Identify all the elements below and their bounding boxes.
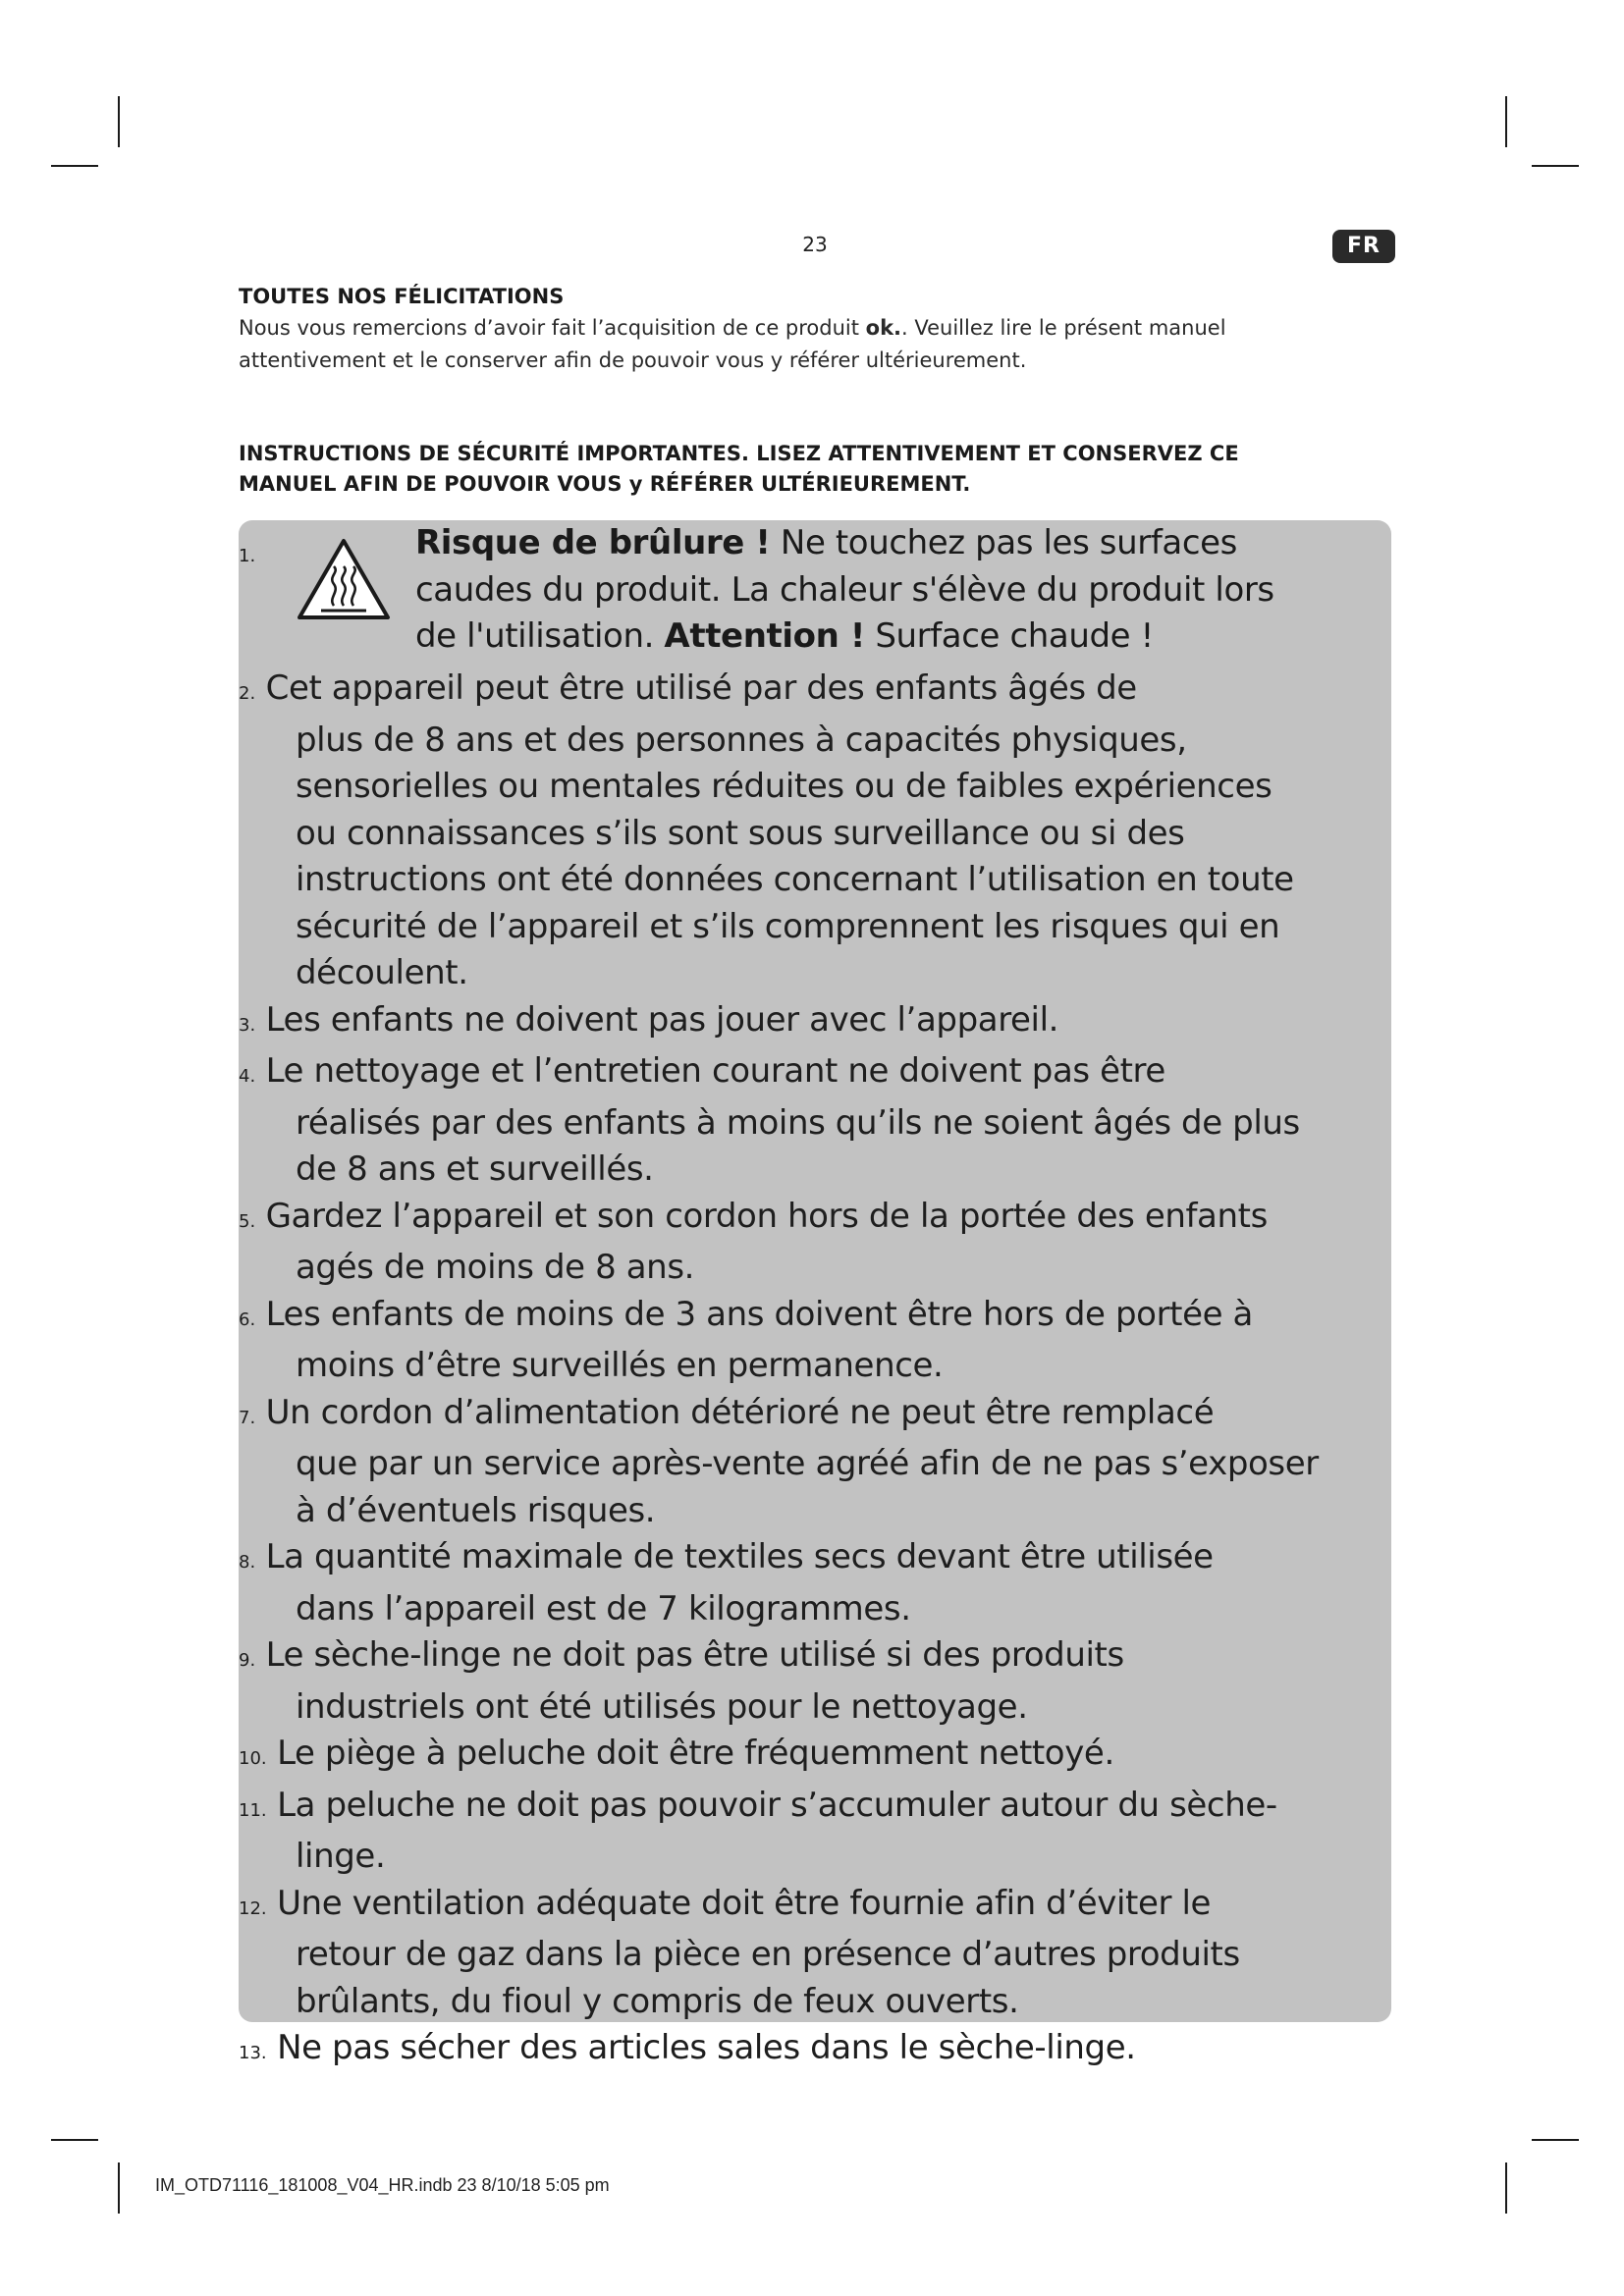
crop-mark	[118, 2163, 120, 2214]
safety-item: 13. Ne pas sécher des articles sales dans le sèche-linge.	[239, 2028, 1136, 2067]
safety-item: 2. Cet appareil peut être utilisé par des enfants âgés de plus de 8 ans et des personnes à capacités physiques, sensorielles ou mentales réduites ou de faibles expériences ou connaissances s’ils sont sous surveillance ou si des instructions ont été données concernant l’utilisation en toute sécurité de l’appareil et s’ils comprennent les risques qui en découlent.	[239, 668, 1294, 992]
crop-mark	[51, 2139, 98, 2141]
safety-item: 7. Un cordon d’alimentation détérioré ne peut être remplacé que par un service après-vente agréé afin de ne pas s’exposer à d’éventuels risques.	[239, 1392, 1319, 1530]
page-number: 23	[802, 233, 828, 256]
crop-mark	[1505, 2163, 1507, 2214]
item-number: 2.	[239, 683, 256, 704]
item-number: 3.	[239, 1014, 256, 1036]
item-number: 4.	[239, 1066, 256, 1087]
safety-item: 6. Les enfants de moins de 3 ans doivent être hors de portée à moins d’être surveillés en permanence.	[239, 1294, 1253, 1385]
item-number: 10.	[239, 1748, 267, 1769]
language-badge: FR	[1332, 230, 1395, 263]
safety-item: 9. Le sèche-linge ne doit pas être utilisé si des produits industriels ont été utilisés pour le nettoyage.	[239, 1635, 1124, 1727]
item-number: 12.	[239, 1897, 267, 1919]
safety-item: 3. Les enfants ne doivent pas jouer avec l’appareil.	[239, 999, 1059, 1040]
safety-item: 12. Une ventilation adéquate doit être fournie afin d’éviter le retour de gaz dans la pièce en présence d’autres produits brûlants, du fioul y compris de feux ouverts.	[239, 1883, 1240, 2021]
crop-mark	[118, 96, 120, 147]
item-number: 11.	[239, 1799, 267, 1821]
intro-title: TOUTES NOS FÉLICITATIONS	[239, 285, 565, 308]
intro-text: Nous vous remercions d’avoir fait l’acquisition de ce produit ok.. Veuillez lire le présent manuel attentivement et le conserver afin de pouvoir vous y référer ultérieurement.	[239, 316, 1226, 372]
crop-mark	[1532, 2139, 1579, 2141]
safety-item: 8. La quantité maximale de textiles secs devant être utilisée dans l’appareil est de 7 kilogrammes.	[239, 1537, 1214, 1629]
crop-mark	[51, 165, 98, 167]
crop-mark	[1532, 165, 1579, 167]
safety-list	[239, 520, 1397, 2077]
crop-mark	[1505, 96, 1507, 147]
item-number: 8.	[239, 1552, 256, 1573]
safety-item: 4. Le nettoyage et l’entretien courant ne doivent pas être réalisés par des enfants à moins qu’ils ne soient âgés de plus de 8 ans et surveillés.	[239, 1051, 1300, 1189]
item-number: 6.	[239, 1308, 256, 1330]
safety-item: 5. Gardez l’appareil et son cordon hors de la portée des enfants agés de moins de 8 ans.	[239, 1196, 1268, 1287]
print-slug: IM_OTD71116_181008_V04_HR.indb 23 8/10/18 5:05 pm	[155, 2175, 610, 2195]
safety-item-1	[239, 520, 1397, 666]
item-number: 1.	[239, 546, 256, 566]
safety-heading: INSTRUCTIONS DE SÉCURITÉ IMPORTANTES. LISEZ ATTENTIVEMENT ET CONSERVEZ CE MANUEL AFIN DE POUVOIR VOUS y RÉFÉRER ULTÉRIEUREMENT.	[239, 442, 1239, 496]
item-number: 9.	[239, 1650, 256, 1671]
safety-item: 10. Le piège à peluche doit être fréquemment nettoyé.	[239, 1734, 1114, 1773]
item-number: 13.	[239, 2043, 267, 2063]
hot-surface-warning-icon	[295, 535, 393, 623]
item-number: 7.	[239, 1407, 256, 1428]
item-number: 5.	[239, 1210, 256, 1232]
intro-section	[239, 283, 1338, 377]
safety-item: 11. La peluche ne doit pas pouvoir s’accumuler autour du sèche- linge.	[239, 1785, 1277, 1876]
item-text: Risque de brûlure ! Ne touchez pas les surfaces caudes du produit. La chaleur s'élève du produit lors de l'utilisation. Attention ! Surface chaude !	[415, 523, 1274, 656]
brand-name: ok.	[865, 316, 902, 340]
safety-warning-box	[239, 520, 1391, 2067]
